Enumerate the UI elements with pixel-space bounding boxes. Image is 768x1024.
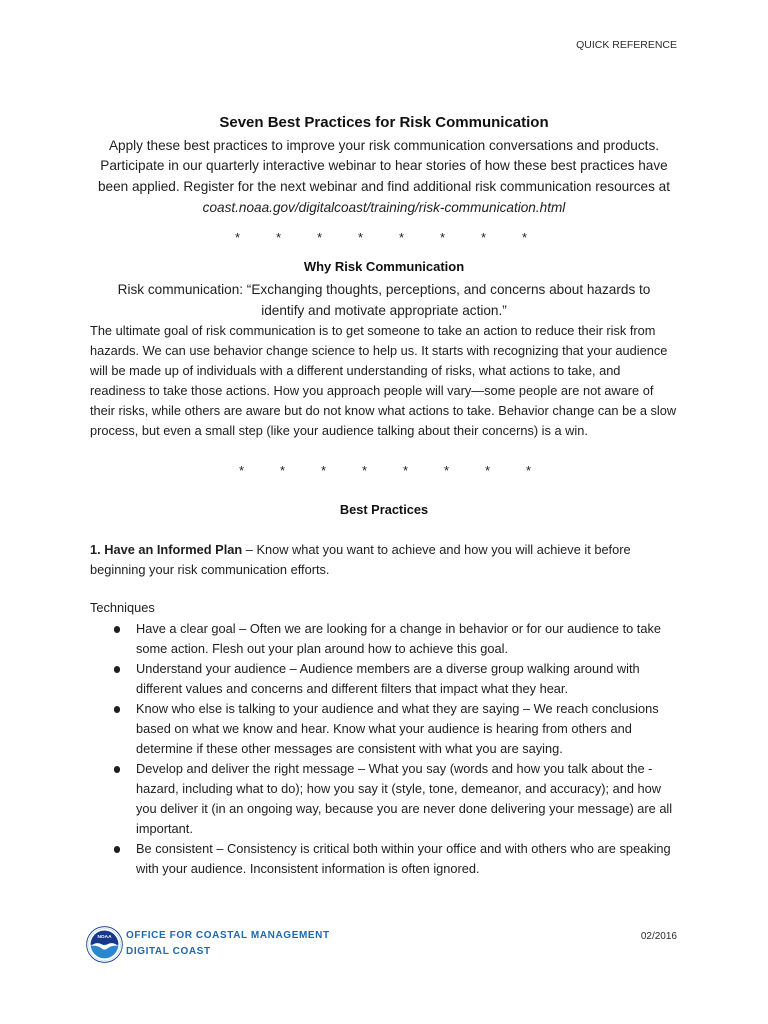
paragraph-line: process, but even a small step (like your audience talking about their concerns) is a win. [90, 423, 588, 438]
why-paragraph [90, 321, 676, 441]
divider-asterisk: * [525, 462, 532, 478]
paragraph-line: hazards. We can use behavior change science to help us. It starts with recognizing that your audience [90, 343, 668, 358]
document-type-label: QUICK REFERENCE [576, 39, 677, 51]
divider-asterisk: * [279, 462, 286, 478]
list-item-line: Understand your audience – Audience members are a diverse group walking around with [136, 661, 640, 676]
paragraph-line: will be made up of individuals with a different understanding of risks, what actions to take, and [90, 363, 621, 378]
practice-1-line: beginning your risk communication efforts. [90, 562, 330, 578]
list-item-line: hazard, including what to do); how you say it (style, tone, demeanor, and accuracy); and how [136, 781, 661, 796]
list-item-line: Be consistent – Consistency is critical both within your office and with others who are speaking [136, 841, 671, 856]
divider-asterisk: * [443, 462, 450, 478]
bullet-icon [114, 706, 121, 713]
intro-line: been applied. Register for the next webinar and find additional risk communication resources at [97, 179, 670, 194]
practice-1-description: – Know what you want to achieve and how you will achieve it before [245, 541, 631, 557]
intro-line: Apply these best practices to improve your risk communication conversations and products. [108, 137, 660, 153]
practice-1 [90, 540, 631, 581]
divider-asterisk: * [484, 462, 491, 478]
list-item-line: Develop and deliver the right message – What you say (words and how you talk about the - [136, 761, 653, 776]
office-name: OFFICE FOR COASTAL MANAGEMENT [126, 930, 330, 941]
list-item-line: some action. Flesh out your plan around how to achieve this goal. [136, 641, 509, 656]
quote-line: identify and motivate appropriate action.” [261, 302, 507, 318]
divider-asterisk: * [521, 229, 528, 245]
list-item-line: different values and concerns and different filters that impact what they hear. [136, 681, 569, 696]
divider-asterisk: * [320, 462, 327, 478]
divider-asterisk: * [398, 229, 405, 245]
definition-quote [0, 279, 768, 321]
divider-asterisk: * [357, 229, 364, 245]
techniques-label: Techniques [90, 600, 155, 615]
divider-asterisk: * [234, 229, 241, 245]
bullet-icon [114, 626, 121, 633]
intro-paragraph [0, 136, 768, 219]
section-heading-why: Why Risk Communication [303, 259, 465, 274]
resources-link[interactable]: coast.noaa.gov/digitalcoast/training/risk-communication.html [202, 199, 566, 215]
divider-asterisk: * [439, 229, 446, 245]
page-title: Seven Best Practices for Risk Communication [219, 114, 549, 131]
list-item-line: based on what we know and hear. Know what your audience is hearing from others and [136, 721, 632, 736]
practice-1-title: 1. Have an Informed Plan [90, 541, 243, 557]
quote-line: Risk communication: “Exchanging thoughts, perceptions, and concerns about hazards to [117, 281, 651, 297]
practice-1-line [90, 540, 631, 561]
program-name: DIGITAL COAST [126, 946, 211, 957]
list-item [0, 759, 768, 839]
divider-asterisk: * [402, 462, 409, 478]
logo-wordmark: NOAA [96, 934, 112, 940]
list-item [0, 619, 768, 659]
divider-asterisk: * [480, 229, 487, 245]
paragraph-line: their risks, while others are aware but do not know what actions to take. Behavior change can be a slow [90, 403, 677, 418]
section-divider [221, 461, 549, 481]
list-item-line: Have a clear goal – Often we are looking for a change in behavior or for our audience to take [136, 621, 661, 636]
list-item-line: with your audience. Inconsistent information is often ignored. [136, 861, 480, 876]
list-item-line: determine if these other messages are consistent with what you are saying. [136, 741, 563, 756]
bullet-icon [114, 846, 121, 853]
divider-asterisk: * [238, 462, 245, 478]
bullet-icon [114, 666, 121, 673]
paragraph-line: The ultimate goal of risk communication is to get someone to take an action to reduce their risk from [90, 323, 656, 338]
paragraph-line: readiness to take those actions. How you approach people will vary—some people are not aware of [90, 383, 654, 398]
list-item-line: Know who else is talking to your audience and what they are saying – We reach conclusions [136, 701, 659, 716]
divider-asterisk: * [275, 229, 282, 245]
bullet-icon [114, 766, 121, 773]
divider-asterisk: * [361, 462, 368, 478]
techniques-list [0, 619, 768, 879]
list-item [0, 839, 768, 879]
list-item [0, 659, 768, 699]
noaa-logo [86, 926, 123, 963]
divider-asterisk: * [316, 229, 323, 245]
section-divider [217, 228, 545, 248]
list-item-line: you deliver it (in an ongoing way, because you are never done delivering your message) are all [136, 801, 673, 816]
noaa-logo-emblem [86, 926, 123, 963]
list-item-line: important. [136, 821, 193, 836]
section-heading-best-practices: Best Practices [339, 502, 429, 517]
publication-date: 02/2016 [640, 931, 677, 942]
list-item [0, 699, 768, 759]
intro-line: Participate in our quarterly interactive webinar to hear stories of how these best practices have [100, 158, 668, 174]
